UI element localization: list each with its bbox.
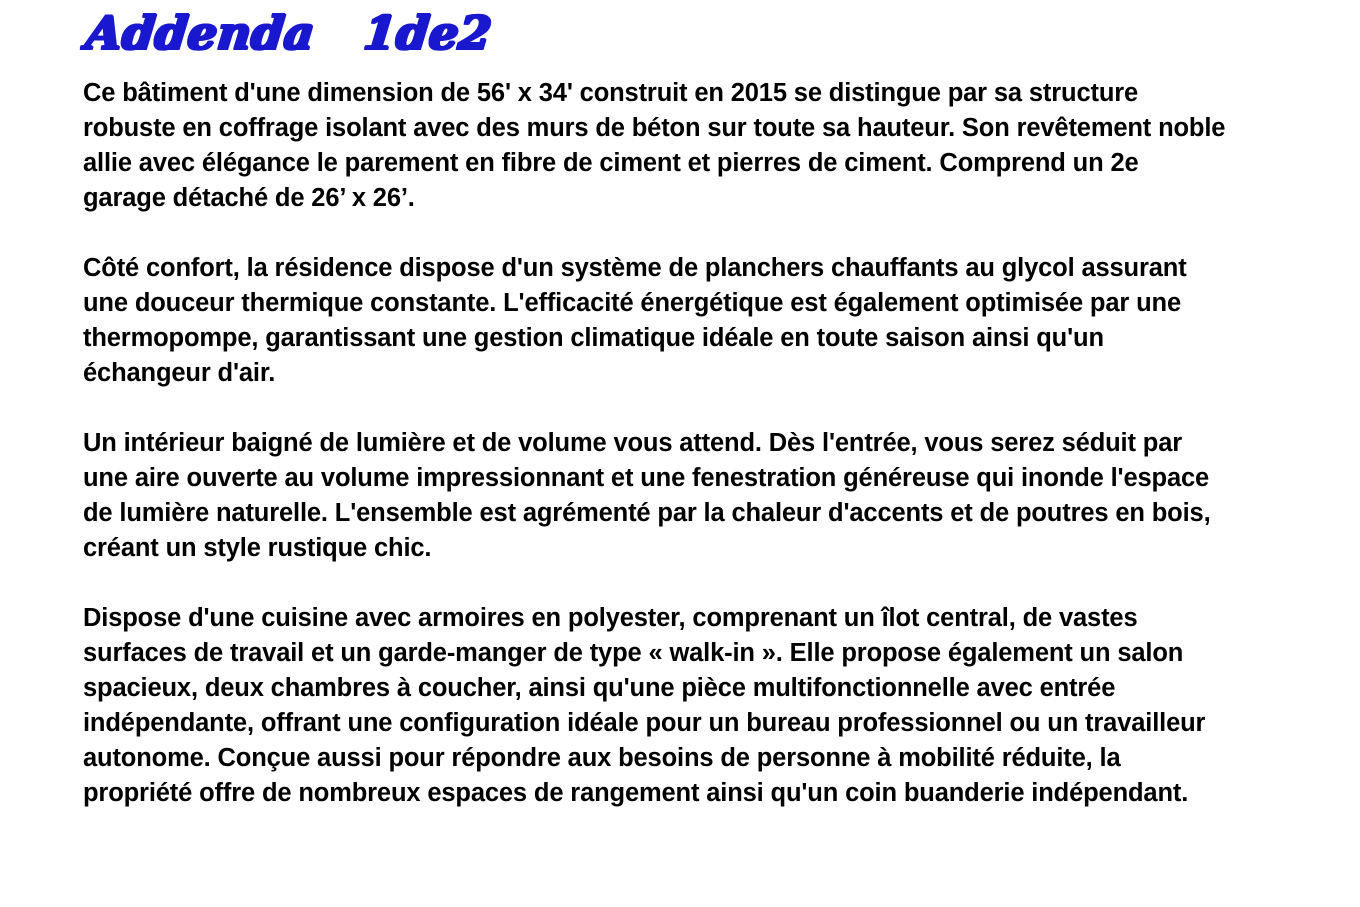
- paragraph-1: Ce bâtiment d'une dimension de 56' x 34' construit en 2015 se distingue par sa structure robuste en coffrage isolant avec des murs de béton sur toute sa hauteur. Son revêtement noble allie avec élégance le parement en fibre de ciment et pierres de ciment. Comprend un 2e garage détaché de 26’ x 26’.: [83, 79, 1226, 212]
- page-title: Addenda 1de2: [83, 6, 495, 60]
- paragraph-3: Un intérieur baigné de lumière et de volume vous attend. Dès l'entrée, vous serez séduit par une aire ouverte au volume impressionnant et une fenestration généreuse qui inonde l'espace de lumière naturelle. L'ensemble est agrémenté par la chaleur d'accents et de poutres en bois, créant un style rustique chic.: [83, 429, 1211, 562]
- document-title-block: [83, 4, 495, 62]
- paragraph-2: Côté confort, la résidence dispose d'un système de planchers chauffants au glycol assurant une douceur thermique constante. L'efficacité énergétique est également optimisée par une thermopompe, garantissant une gestion climatique idéale en toute saison ainsi qu'un échangeur d'air.: [83, 254, 1187, 387]
- document-body: [83, 76, 1228, 811]
- paragraph-4: Dispose d'une cuisine avec armoires en polyester, comprenant un îlot central, de vastes surfaces de travail et un garde-manger de type « walk-in ». Elle propose également un salon spacieux, deux chambres à coucher, ainsi qu'une pièce multifonctionnelle avec entrée indépendante, offrant une configuration idéale pour un bureau professionnel ou un travailleur autonome. Conçue aussi pour répondre aux besoins de personne à mobilité réduite, la propriété offre de nombreux espaces de rangement ainsi qu'un coin buanderie indépendant.: [83, 604, 1206, 807]
